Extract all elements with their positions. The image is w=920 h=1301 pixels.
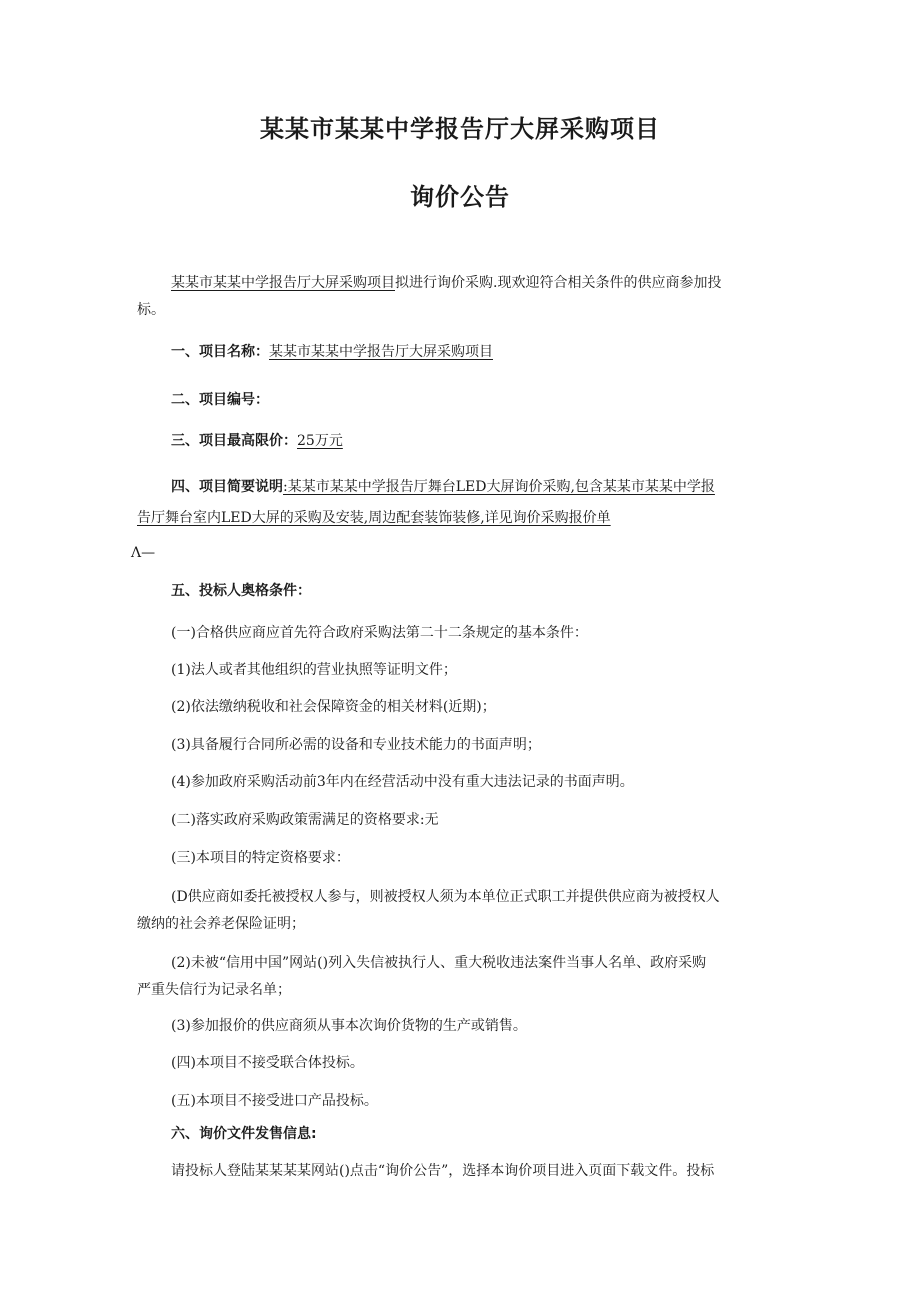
qualification-specific-2: (2)未被“信用中国”网站()列入失信被执行人、重大税收违法案件当事人名单、政府采购 xyxy=(171,955,707,971)
qualification-basic-1: (1)法人或者其他组织的营业执照等证明文件； xyxy=(171,662,457,678)
qualification-policy: (二)落实政府采购政策需满足的资格要求:无 xyxy=(171,812,439,828)
item-label: 三、项目最高限价： xyxy=(171,433,297,449)
item-value: 25万元 xyxy=(297,433,343,449)
item-value: 告厅舞台室内LED大屏的采购及安装,周边配套装饰装修,详见询价采购报价单 xyxy=(137,510,611,526)
item-project-description xyxy=(171,477,715,497)
item-label: 六、询价文件发售信息: xyxy=(171,1126,317,1142)
qualification-specific-3: (3)参加报价的供应商须从事本次询价货物的生产或销售。 xyxy=(171,1018,527,1034)
item-label: 一、项目名称： xyxy=(171,344,269,360)
item-project-description-wrap xyxy=(137,508,611,528)
item-label: 四、项目简要说明 xyxy=(171,479,283,495)
item-label: 五、投标人奥格条件： xyxy=(171,583,311,599)
stray-mark: Λ— xyxy=(131,545,156,561)
intro-paragraph xyxy=(171,273,721,293)
qualification-basic-2: (2)依法缴纳税收和社会保障资金的相关材料(近期)； xyxy=(171,699,496,715)
document-title: 某某市某某中学报告厅大屏采购项目 xyxy=(260,115,660,143)
qualification-no-consortium: (四)本项目不接受联合体投标。 xyxy=(171,1055,364,1071)
qualification-specific: (三)本项目的特定资格要求： xyxy=(171,850,350,866)
qualification-no-imports: (五)本项目不接受进口产品投标。 xyxy=(171,1093,378,1109)
intro-paragraph-wrap: 标。 xyxy=(137,302,165,318)
item-value: :某某市某某中学报告厅舞台LED大屏询价采购,包含某某市某某中学报 xyxy=(283,479,715,495)
item-value: 某某市某某中学报告厅大屏采购项目 xyxy=(269,344,493,360)
qualification-basic: (一)合格供应商应首先符合政府采购法第二十二条规定的基本条件： xyxy=(171,625,588,641)
qualification-basic-4: (4)参加政府采购活动前3年内在经营活动中没有重大违法记录的书面声明。 xyxy=(171,774,634,790)
document-sale-text: 请投标人登陆某某某某网站()点击“询价公告”，选择本询价项目进入页面下载文件。投标 xyxy=(171,1163,715,1179)
intro-text: 拟进行询价采购.现欢迎符合相关条件的供应商参加投 xyxy=(395,275,722,291)
item-project-number xyxy=(171,390,269,410)
qualification-specific-2-wrap: 严重失信行为记录名单； xyxy=(137,982,291,998)
document-subtitle: 询价公告 xyxy=(410,183,510,211)
qualification-basic-3: (3)具备履行合同所必需的设备和专业技术能力的书面声明； xyxy=(171,737,541,753)
item-document-sale-info xyxy=(171,1124,317,1144)
intro-project-name: 某某市某某中学报告厅大屏采购项目 xyxy=(171,275,395,291)
item-bidder-qualifications xyxy=(171,581,311,601)
item-label: 二、项目编号： xyxy=(171,392,269,408)
qualification-specific-1: (D供应商如委托被授权人参与，则被授权人须为本单位正式职工并提供供应商为被授权人 xyxy=(171,889,720,905)
item-project-name xyxy=(171,342,493,362)
qualification-specific-1-wrap: 缴纳的社会养老保险证明； xyxy=(137,916,305,932)
item-max-price xyxy=(171,431,343,451)
